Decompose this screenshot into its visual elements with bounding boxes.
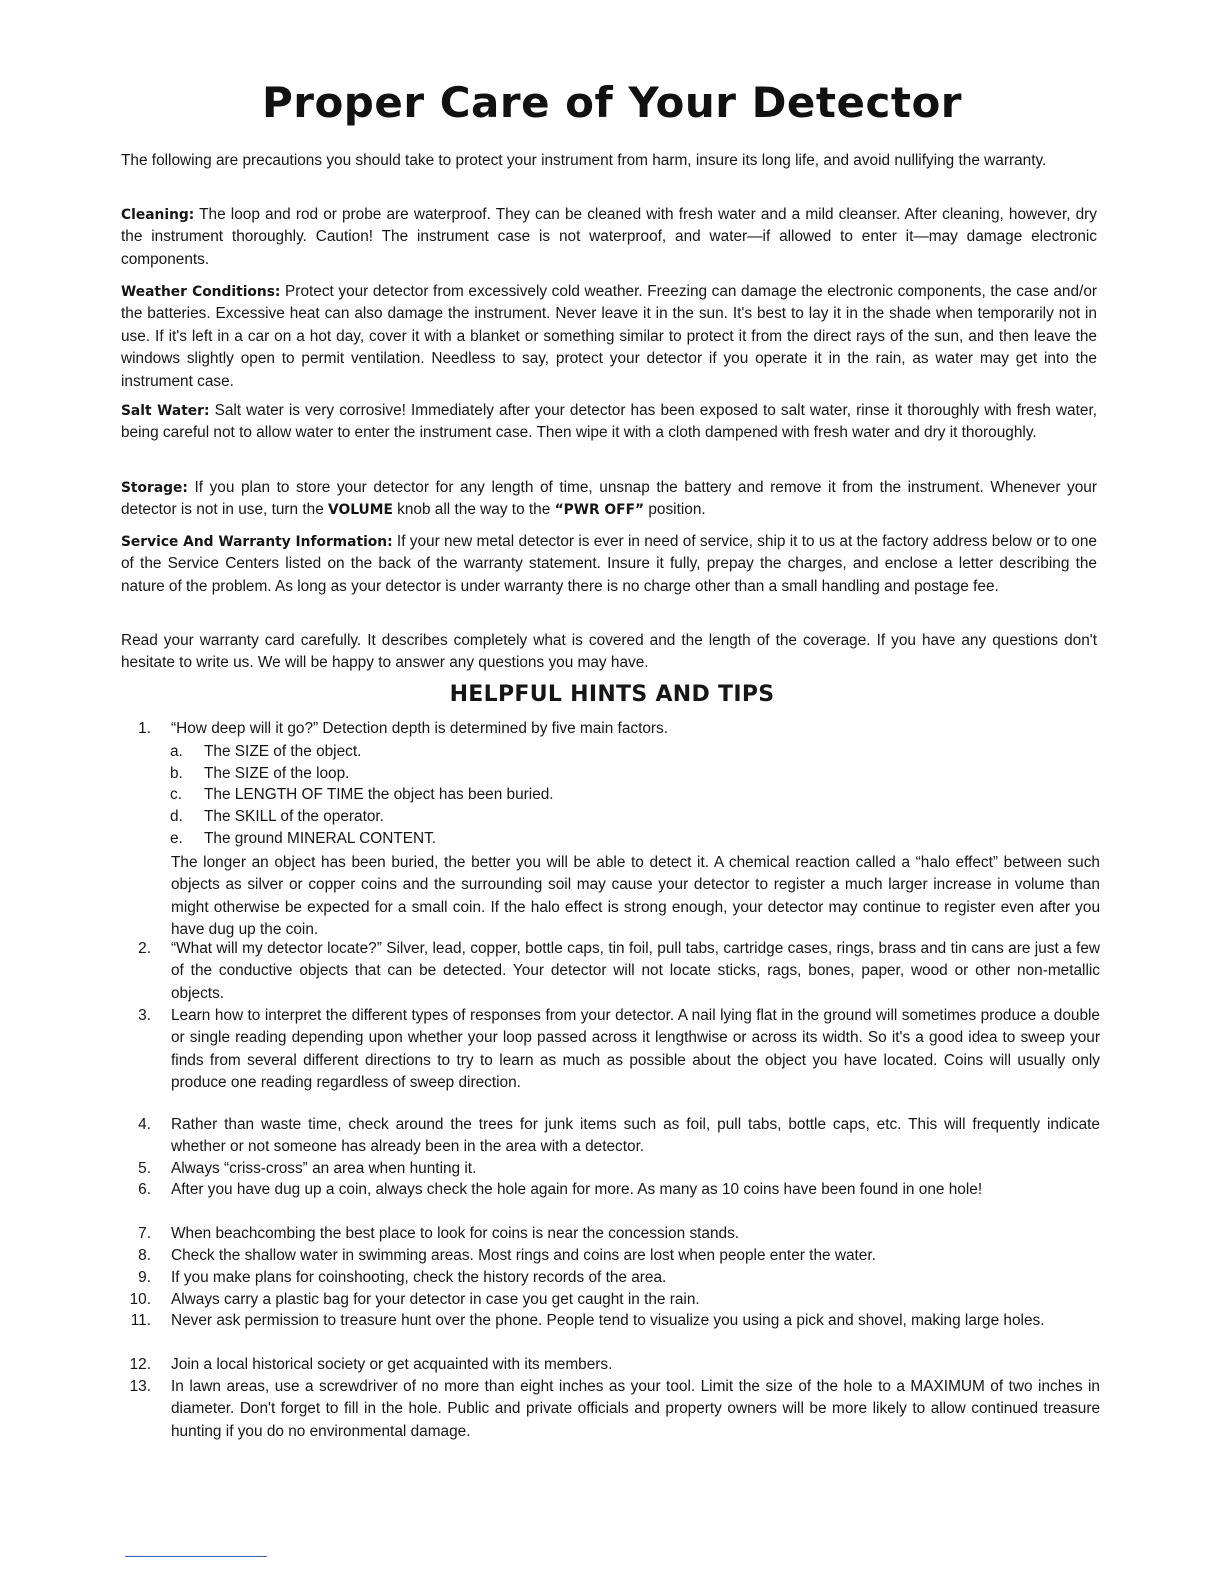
factor-text: The SIZE of the object. xyxy=(204,743,362,760)
section-service-warranty xyxy=(121,531,1097,598)
hint-number: 12. xyxy=(129,1356,151,1373)
section-text: knob all the way to the xyxy=(397,501,551,519)
factor-text: The SKILL of the operator. xyxy=(204,808,384,825)
hint-text: Rather than waste time, check around the trees for junk items such as foil, pull tabs, bottle caps, etc. This will frequently indicate whether or not someone has already been in the area with a detector. xyxy=(171,1116,1100,1156)
factor-letter: a. xyxy=(170,743,183,760)
volume-knob-label: VOLUME xyxy=(328,502,393,519)
section-text: Protect your detector from excessively cold weather. Freezing can damage the electronic components, the case and/or the batteries. Excessive heat can also damage the instrument. Never leave it in the sun. It's best to lay it in the shade when temporarily not in use. If it's left in a car on a hot day, cover it with a blanket or something similar to protect it from the direct rays of the sun, and then leave the windows slightly open to permit ventilation. Needless to say, protect your detector if you operate it in the rain, as water may get into the instrument case. xyxy=(121,283,1098,390)
section-salt-water xyxy=(121,400,1097,445)
factor-note: The longer an object has been buried, the better you will be able to detect it. A chemical reaction called a “halo effect” between such objects as silver or copper coins and the surrounding soil may cause your detector to register a much larger increase in volume than might otherwise be expected for a small coin. If the halo effect is strong enough, your detector may continue to register even after you have dug up the coin. xyxy=(171,854,1100,939)
factor-letter: c. xyxy=(170,786,182,803)
factor-text: The ground MINERAL CONTENT. xyxy=(204,830,437,847)
factor-letter: d. xyxy=(170,808,183,825)
hint-text: After you have dug up a coin, always check the hole again for more. As many as 10 coins have been found in one hole! xyxy=(171,1181,983,1198)
hint-number: 10. xyxy=(129,1291,151,1308)
hint-number: 3. xyxy=(138,1007,151,1024)
hint-text: Learn how to interpret the different types of responses from your detector. A nail lying flat in the ground will sometimes produce a double or single reading depending upon whether your loop passed across it lengthwise or across its width. So it's a good idea to sweep your finds from several different directions to try to learn as much as possible about the object you have located. Coins will usually only produce one reading regardless of sweep direction. xyxy=(171,1007,1100,1092)
hint-text: Join a local historical society or get acquainted with its members. xyxy=(171,1356,613,1373)
hint-number: 1. xyxy=(138,720,151,737)
hint-number: 13. xyxy=(129,1378,151,1395)
section-label: Cleaning: xyxy=(121,207,195,223)
intro-paragraph: The following are precautions you should take to protect your instrument from harm, insure its long life, and avoid nullifying the warranty. xyxy=(121,152,1047,169)
hint-text: Always “criss-cross” an area when hunting it. xyxy=(171,1160,477,1177)
section-text: If your new metal detector is ever in need of service, ship it to us at the factory address below or to one of the Service Centers listed on the back of the warranty statement. Insure it fully, prepay the charges, and enclose a letter describing the nature of the problem. As long as your detector is under warranty there is no charge other than a small handling and postage fee. xyxy=(121,533,1097,595)
section-cleaning xyxy=(121,204,1097,271)
hint-text: Always carry a plastic bag for your detector in case you get caught in the rain. xyxy=(171,1291,700,1308)
factor-text: The LENGTH OF TIME the object has been buried. xyxy=(204,786,554,803)
hint-text: When beachcombing the best place to look for coins is near the concession stands. xyxy=(171,1225,740,1242)
warranty-note: Read your warranty card carefully. It describes completely what is covered and the length of the coverage. If you have any questions don't hesitate to write us. We will be happy to answer any questions you may have. xyxy=(121,632,1097,672)
hint-number: 6. xyxy=(138,1181,151,1198)
pwr-off-label: “PWR OFF” xyxy=(554,502,645,519)
footer-divider xyxy=(125,1556,267,1557)
section-text: The loop and rod or probe are waterproof. They can be cleaned with fresh water and a mild cleanser. After cleaning, however, dry the instrument thoroughly. Caution! The instrument case is not waterproof, and water—if allowed to enter it—may damage electronic components. xyxy=(121,206,1098,268)
factor-letter: b. xyxy=(170,765,183,782)
section-label: Storage: xyxy=(121,480,188,496)
hint-number: 11. xyxy=(130,1312,151,1329)
section-text: If you plan to store your detector for any length of time, unsnap the battery and remove it from the instrument. Whenever your detector is not in use, turn the xyxy=(121,479,1097,519)
section-text: position. xyxy=(648,501,706,519)
hint-text: If you make plans for coinshooting, check the history records of the area. xyxy=(171,1269,667,1286)
hint-text: Never ask permission to treasure hunt over the phone. People tend to visualize you using a pick and shovel, making large holes. xyxy=(171,1312,1045,1329)
hint-number: 8. xyxy=(138,1247,151,1264)
hint-number: 5. xyxy=(138,1160,151,1177)
factor-text: The SIZE of the loop. xyxy=(204,765,350,782)
section-label: Weather Conditions: xyxy=(121,284,281,300)
section-label: Service And Warranty Information: xyxy=(121,534,393,550)
hint-text: “What will my detector locate?” Silver, lead, copper, bottle caps, tin foil, pull tabs, cartridge cases, rings, brass and tin cans are just a few of the conductive objects that can be detected. Your detector will not locate sticks, rags, bones, paper, wood or other non-metallic objects. xyxy=(171,940,1100,1002)
hint-text: Check the shallow water in swimming areas. Most rings and coins are lost when people enter the water. xyxy=(171,1247,876,1264)
hint-text: In lawn areas, use a screwdriver of no more than eight inches as your tool. Limit the size of the hole to a MAXIMUM of two inches in diameter. Don't forget to fill in the hole. Public and private officials and property owners will be more likely to allow continued treasure hunting if you do no environmental damage. xyxy=(171,1378,1100,1440)
section-weather xyxy=(121,281,1097,393)
hints-heading: HELPFUL HINTS AND TIPS xyxy=(449,682,775,707)
hint-number: 7. xyxy=(138,1225,151,1242)
section-text: Salt water is very corrosive! Immediately after your detector has been exposed to salt water, rinse it thoroughly with fresh water, being careful not to allow water to enter the instrument case. Then wipe it with a cloth dampened with fresh water and dry it thoroughly. xyxy=(121,402,1097,442)
hint-number: 2. xyxy=(138,940,151,957)
hint-text: “How deep will it go?” Detection depth is determined by five main factors. xyxy=(171,720,669,737)
page-title: Proper Care of Your Detector xyxy=(261,78,963,127)
hint-number: 4. xyxy=(138,1116,151,1133)
factor-letter: e. xyxy=(170,830,183,847)
section-storage xyxy=(121,477,1097,522)
section-label: Salt Water: xyxy=(121,403,210,419)
hint-number: 9. xyxy=(138,1269,151,1286)
